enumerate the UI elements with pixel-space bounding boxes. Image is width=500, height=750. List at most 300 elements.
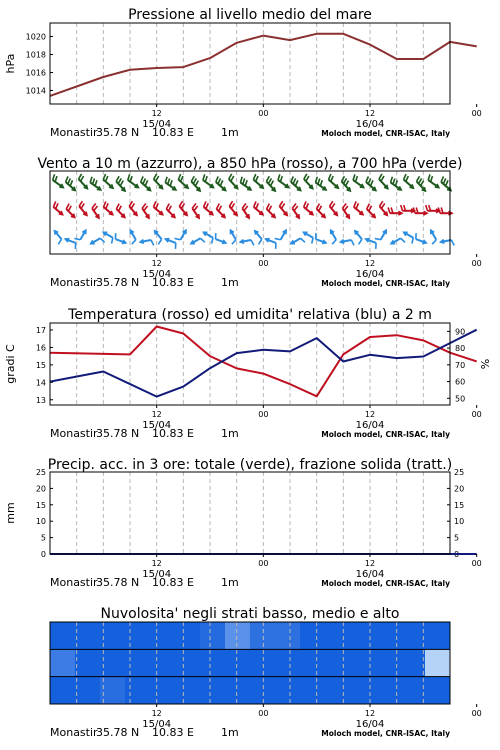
barb-feather <box>143 178 145 183</box>
cloud-cell-medio <box>350 649 376 677</box>
barb-feather <box>381 176 384 181</box>
barb-feather <box>193 178 196 183</box>
cloud-cell-basso <box>175 677 201 705</box>
barb-shaft <box>404 180 414 189</box>
barb-shaft <box>304 179 313 189</box>
elevation: 1m <box>221 726 239 739</box>
barb-feather <box>166 204 169 209</box>
cloud-cell-alto <box>425 622 451 650</box>
wind-barb-850-hPa <box>330 201 338 215</box>
wind-barb-850-hPa <box>354 201 363 214</box>
barb-feather <box>393 178 395 184</box>
barb-feather <box>68 178 70 183</box>
barb-feather <box>259 239 262 244</box>
barb-feather <box>74 238 80 239</box>
barb-feather <box>256 203 258 209</box>
y-axis-label: mm <box>4 502 17 524</box>
wind-barb-10-m <box>416 233 426 243</box>
y-tick-label: 25 <box>35 468 46 477</box>
wind-barb-850-hPa <box>254 201 263 214</box>
wind-barb-850-hPa <box>317 204 325 218</box>
barb-feather <box>229 174 232 179</box>
cloud-cell-medio <box>50 649 76 677</box>
cloud-cell-basso <box>250 677 276 705</box>
x-tick-label: 12 <box>364 709 376 718</box>
location-name: Monastir <box>50 576 98 589</box>
wind-barb-10-m <box>291 238 305 244</box>
barb-feather <box>194 206 198 211</box>
x-tick-label: 12 <box>364 109 376 118</box>
y-axis-label: gradi C <box>4 344 17 384</box>
y-tick-label: 15 <box>35 500 46 510</box>
wind-barb-700-hPa <box>328 174 338 188</box>
barb-feather <box>100 238 104 242</box>
barb-feather <box>306 203 308 209</box>
barb-shaft <box>116 181 125 191</box>
panel-frame <box>50 23 450 104</box>
barb-shaft <box>254 207 263 215</box>
barb-feather <box>156 203 158 209</box>
cloud-cell-basso <box>150 677 176 705</box>
barb-feather <box>330 201 333 206</box>
barb-shaft <box>341 181 350 191</box>
latitude: 35.78 N <box>96 726 140 739</box>
wind-barb-10-m <box>175 230 186 240</box>
barb-feather <box>53 201 55 207</box>
barb-feather <box>270 181 273 186</box>
barb-feather <box>320 180 322 186</box>
barb-shaft <box>379 179 388 189</box>
barb-feather <box>244 206 248 211</box>
barb-shaft <box>330 206 338 215</box>
x-tick-label: 12 <box>151 109 162 118</box>
barb-feather <box>128 174 130 180</box>
wind-barb-10-m <box>230 230 236 244</box>
wind-barb-700-hPa <box>154 174 163 189</box>
wind-barb-850-hPa <box>192 204 199 219</box>
barb-feather <box>118 178 121 183</box>
barb-feather <box>212 238 213 244</box>
barb-feather <box>58 239 61 244</box>
barb-feather <box>68 206 71 211</box>
cloud-cell-alto <box>325 622 351 650</box>
barb-feather <box>242 204 246 209</box>
wind-barb-10-m <box>275 230 286 240</box>
barb-feather <box>379 174 382 179</box>
cloud-cell-alto <box>300 622 326 650</box>
barb-feather <box>240 177 242 183</box>
x-date-label: 15/04 <box>142 719 172 730</box>
wind-barb-850-hPa <box>142 204 149 219</box>
wind-barb-700-hPa <box>191 176 200 191</box>
y-tick-label: 20 <box>35 484 46 494</box>
wind-barb-700-hPa <box>404 174 414 188</box>
wind-barb-10-m <box>130 230 136 244</box>
barb-feather <box>105 176 107 181</box>
wind-barb-700-hPa <box>203 174 214 187</box>
wind-barb-10-m <box>115 233 125 243</box>
barb-shaft <box>104 207 113 215</box>
elevation: 1m <box>221 576 239 589</box>
barb-feather <box>346 181 349 186</box>
longitude: 10.83 E <box>152 726 194 739</box>
cloud-cell-basso <box>300 677 326 705</box>
wind-barb-850-hPa <box>66 204 74 218</box>
wind-barb-10-m <box>255 231 262 244</box>
wind-barb-700-hPa <box>391 177 402 190</box>
x-tick-label: 00 <box>258 559 269 568</box>
wind-barb-700-hPa <box>79 174 88 189</box>
barb-feather <box>446 180 448 185</box>
barb-feather <box>293 178 295 183</box>
x-tick-label: 12 <box>364 259 376 268</box>
barb-feather <box>70 180 72 185</box>
y-tick-label: 15 <box>35 360 46 370</box>
barb-feather <box>205 176 207 182</box>
x-date-label: 16/04 <box>355 119 385 130</box>
barb-feather <box>131 203 134 208</box>
barb-feather <box>142 204 146 209</box>
barb-feather <box>118 206 121 211</box>
barb-feather <box>216 176 218 181</box>
barb-feather <box>218 178 220 183</box>
wind-barb-10-m <box>191 238 205 244</box>
barb-feather <box>428 174 430 180</box>
barb-shaft <box>267 209 275 217</box>
wind-barb-10-m <box>266 239 276 249</box>
x-date-label: 15/04 <box>142 569 172 580</box>
barb-feather <box>306 176 309 181</box>
wind-barb-700-hPa <box>165 177 176 190</box>
x-tick-label: 00 <box>258 709 269 718</box>
barb-feather <box>79 201 82 206</box>
latitude: 35.78 N <box>96 576 140 589</box>
wind-barb-10-m <box>366 239 376 249</box>
wind-barb-700-hPa <box>103 174 113 188</box>
barb-feather <box>267 204 270 209</box>
barb-feather <box>79 174 82 179</box>
wind-barb-700-hPa <box>428 174 439 187</box>
barb-feather <box>342 204 346 209</box>
wind-barb-10-m <box>54 231 61 244</box>
longitude: 10.83 E <box>152 427 194 440</box>
barb-feather <box>438 207 440 213</box>
wind-barb-700-hPa <box>240 177 251 190</box>
wind-barb-850-hPa <box>388 207 402 215</box>
wind-barb-850-hPa <box>216 204 224 218</box>
barb-feather <box>204 201 206 207</box>
wind-barb-10-m <box>155 231 162 244</box>
barb-feather <box>441 176 443 181</box>
y-tick-label: 0 <box>40 550 46 559</box>
model-credit: Moloch model, CNR-ISAC, Italy <box>321 729 450 738</box>
cloud-cell-alto <box>75 622 101 650</box>
barb-shaft <box>216 209 224 217</box>
barb-feather <box>291 176 293 181</box>
wind-barb-850-hPa <box>79 201 87 215</box>
barb-feather <box>178 174 180 179</box>
barb-feather <box>391 177 393 183</box>
y-tick-label: 17 <box>35 325 46 335</box>
elevation: 1m <box>221 427 239 440</box>
y-tick-label-right: 15 <box>454 500 465 510</box>
barb-shaft <box>79 206 87 215</box>
barb-feather <box>401 238 405 242</box>
cloud-cell-alto <box>275 622 301 650</box>
longitude: 10.83 E <box>152 576 194 589</box>
barb-feather <box>203 174 205 180</box>
x-tick-label: 00 <box>471 410 482 419</box>
barb-feather <box>292 204 296 209</box>
y-axis-label: hPa <box>4 53 17 74</box>
cloud-cell-basso <box>425 677 451 705</box>
wind-barb-700-hPa <box>417 176 426 191</box>
x-tick-label: 12 <box>364 410 376 419</box>
wind-barb-850-hPa <box>380 201 388 215</box>
x-tick-label: 12 <box>151 709 162 718</box>
wind-barb-10-m <box>240 240 254 246</box>
cloud-cell-basso <box>325 677 351 705</box>
barb-feather <box>251 240 254 245</box>
x-tick-label: 00 <box>471 559 482 568</box>
y-tick-label: 1018 <box>25 50 46 60</box>
barb-feather <box>331 176 333 181</box>
longitude: 10.83 E <box>152 276 194 289</box>
wind-barb-850-hPa <box>367 204 375 218</box>
wind-barb-10-m <box>316 233 326 243</box>
barb-shaft <box>380 206 388 215</box>
barb-feather <box>170 180 172 186</box>
cloud-cell-medio <box>400 649 426 677</box>
wind-barb-700-hPa <box>266 176 275 191</box>
wind-barb-10-m <box>331 230 337 244</box>
cloud-cell-alto <box>175 622 201 650</box>
barb-feather <box>94 206 98 211</box>
cloud-cell-medio <box>125 649 151 677</box>
barb-shaft <box>229 206 237 215</box>
barb-feather <box>245 180 247 186</box>
barb-feather <box>179 201 182 206</box>
barb-feather <box>93 178 95 184</box>
cloud-cell-alto <box>350 622 376 650</box>
barb-feather <box>301 238 305 242</box>
barb-feather <box>81 203 84 208</box>
wind-barb-850-hPa <box>53 201 62 214</box>
x-date-label: 16/04 <box>355 719 385 730</box>
wind-barb-850-hPa <box>116 204 124 218</box>
barb-feather <box>371 180 373 185</box>
barb-feather <box>344 206 348 211</box>
barb-feather <box>256 176 258 181</box>
barb-feather <box>281 203 284 208</box>
barb-feather <box>406 176 408 181</box>
barb-feather <box>168 206 171 211</box>
barb-feather <box>269 206 272 211</box>
barb-shaft <box>204 207 213 215</box>
wind-barb-850-hPa <box>426 205 440 213</box>
barb-feather <box>279 201 282 206</box>
wind-barb-850-hPa <box>154 201 163 214</box>
cloud-cell-alto <box>400 622 426 650</box>
latitude: 35.78 N <box>96 126 140 139</box>
cloud-cell-alto <box>200 622 226 650</box>
barb-feather <box>206 203 208 209</box>
barb-feather <box>175 238 181 239</box>
barb-feather <box>332 240 336 244</box>
location-name: Monastir <box>50 427 98 440</box>
cloud-cell-alto <box>225 622 251 650</box>
wind-barb-10-m <box>216 233 226 243</box>
wind-barb-10-m <box>355 231 362 244</box>
barb-feather <box>331 203 334 208</box>
barb-feather <box>432 240 436 244</box>
barb-shaft <box>116 209 124 217</box>
cloud-cell-medio <box>425 649 451 677</box>
elevation: 1m <box>221 126 239 139</box>
wind-barb-850-hPa <box>229 201 237 215</box>
wind-barb-700-hPa <box>116 176 125 191</box>
wind-barb-700-hPa <box>379 174 388 189</box>
cloud-cell-medio <box>275 649 301 677</box>
barb-feather <box>268 178 271 183</box>
barb-shaft <box>66 209 74 217</box>
y-tick-label: 1020 <box>25 32 46 42</box>
wind-barb-700-hPa <box>304 174 313 189</box>
y2-tick-label: 90 <box>455 327 466 337</box>
barb-feather <box>200 238 204 242</box>
barb-shaft <box>166 209 174 217</box>
model-credit: Moloch model, CNR-ISAC, Italy <box>321 579 450 588</box>
x-tick-label: 12 <box>151 259 162 268</box>
wind-barb-700-hPa <box>441 176 451 190</box>
wind-barb-850-hPa <box>279 201 287 215</box>
cloud-cell-alto <box>150 622 176 650</box>
x-tick-label: 00 <box>258 109 269 118</box>
barb-feather <box>220 180 222 185</box>
barb-feather <box>426 205 428 211</box>
cloud-cell-basso <box>75 677 101 705</box>
barb-feather <box>66 204 69 209</box>
y-tick-label: 13 <box>35 395 46 405</box>
wind-barb-700-hPa <box>66 176 76 190</box>
barb-feather <box>354 201 356 207</box>
barb-feather <box>275 238 281 239</box>
model-credit: Moloch model, CNR-ISAC, Italy <box>321 279 450 288</box>
barb-feather <box>144 206 148 211</box>
barb-feather <box>404 174 406 179</box>
barb-feather <box>231 176 234 181</box>
barb-feather <box>132 240 136 244</box>
y2-axis-label: % <box>479 358 492 370</box>
barb-feather <box>266 176 269 181</box>
cloud-cell-basso <box>200 677 226 705</box>
barb-feather <box>253 174 255 179</box>
wind-barb-10-m <box>391 238 405 244</box>
barb-feather <box>112 238 113 244</box>
latitude: 35.78 N <box>96 427 140 440</box>
barb-shaft <box>354 207 363 215</box>
y-tick-label: 5 <box>40 533 46 543</box>
barb-feather <box>232 240 236 244</box>
barb-shaft <box>304 207 313 215</box>
barb-feather <box>53 174 55 180</box>
y-tick-label-right: 0 <box>454 550 460 559</box>
cloud-cell-medio <box>250 649 276 677</box>
barb-feather <box>328 174 330 179</box>
wind-barb-850-hPa <box>413 207 427 215</box>
barb-feather <box>145 180 147 185</box>
barb-feather <box>353 174 355 180</box>
wind-barb-10-m <box>340 240 354 246</box>
barb-feather <box>351 240 354 245</box>
barb-feather <box>356 176 358 182</box>
barb-feather <box>81 176 84 181</box>
cloud-cell-medio <box>325 649 351 677</box>
barb-feather <box>304 201 306 207</box>
x-date-label: 16/04 <box>355 420 385 431</box>
barb-feather <box>231 203 234 208</box>
barb-feather <box>55 176 57 182</box>
panel-clouds <box>50 606 482 739</box>
barb-feather <box>443 178 445 183</box>
barb-shaft <box>103 180 113 189</box>
barb-feather <box>451 240 454 245</box>
wind-barb-850-hPa <box>104 201 113 214</box>
barb-feather <box>181 176 183 181</box>
wind-barb-850-hPa <box>166 204 174 218</box>
barb-feather <box>229 201 232 206</box>
barb-shaft <box>253 180 263 189</box>
barb-feather <box>401 205 403 211</box>
barb-feather <box>431 176 433 182</box>
location-name: Monastir <box>50 276 98 289</box>
wind-barb-850-hPa <box>204 201 213 214</box>
barb-feather <box>368 178 370 183</box>
wind-barb-700-hPa <box>341 176 350 191</box>
barb-feather <box>92 204 96 209</box>
x-tick-label: 00 <box>471 109 482 118</box>
barb-feather <box>104 201 106 207</box>
barb-shaft <box>328 180 338 189</box>
wind-barb-850-hPa <box>401 205 415 213</box>
wind-barb-700-hPa <box>141 176 151 190</box>
panel-precip <box>4 457 482 589</box>
cloud-cell-basso <box>350 677 376 705</box>
barb-feather <box>158 239 161 244</box>
barb-feather <box>116 204 119 209</box>
y-tick-label-right: 10 <box>454 517 465 527</box>
y-tick-label: 14 <box>35 378 46 388</box>
cloud-cell-medio <box>300 649 326 677</box>
cloud-cell-alto <box>250 622 276 650</box>
wind-barb-850-hPa <box>292 204 299 219</box>
barb-shaft <box>266 181 275 191</box>
barb-shaft <box>79 179 88 189</box>
cloud-cell-basso <box>225 677 251 705</box>
x-tick-label: 00 <box>471 709 482 718</box>
barb-feather <box>366 176 368 181</box>
wind-barb-10-m <box>140 240 154 246</box>
barb-shaft <box>154 179 163 189</box>
barb-shaft <box>367 209 375 217</box>
panel-temp_rh <box>4 307 492 440</box>
y2-tick-label: 50 <box>455 394 466 404</box>
barb-feather <box>90 177 92 183</box>
barb-feather <box>66 176 68 181</box>
cloud-cell-medio <box>225 649 251 677</box>
x-tick-label: 12 <box>151 559 162 568</box>
x-date-label: 16/04 <box>355 269 385 280</box>
